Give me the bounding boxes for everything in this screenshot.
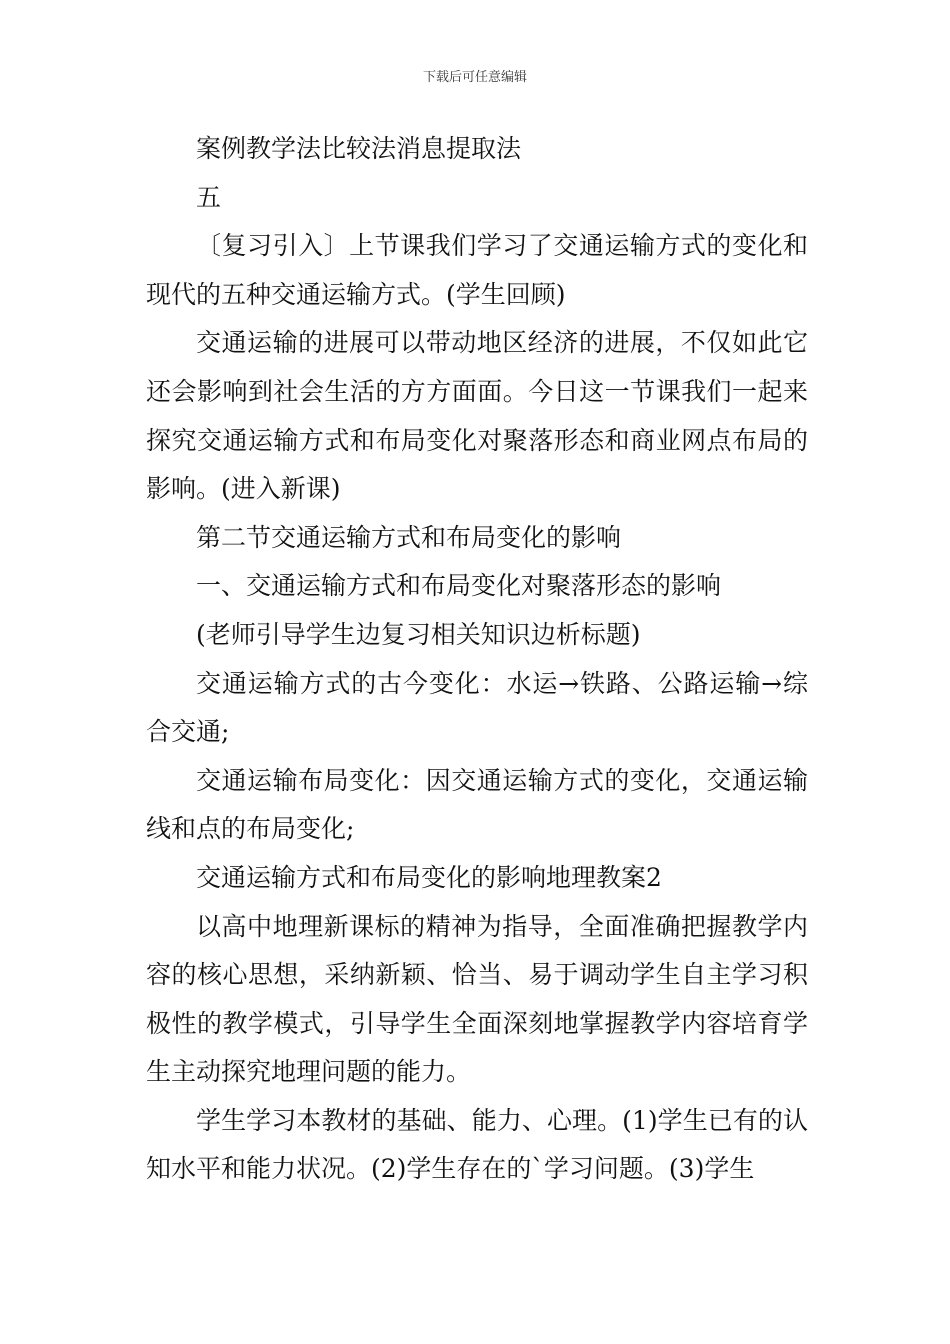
paragraph-teacher-guide: (老师引导学生边复习相关知识边析标题) [196, 619, 641, 649]
document-body [146, 125, 808, 1194]
paragraph-transport-development: 交通运输的进展可以带动地区经济的进展，不仅如此它还会影响到社会生活的方方面面。今日这一节课我们一起来探究交通运输方式和布局变化对聚落形态和商业网点布局的影响。(进入新课) [146, 328, 808, 504]
section-heading: 第二节交通运输方式和布局变化的影响 [196, 522, 622, 552]
lesson-plan-title: 交通运输方式和布局变化的影响地理教案2 [196, 862, 662, 892]
paragraph-mode-changes: 交通运输方式的古今变化：水运→铁路、公路运输→综合交通; [146, 668, 808, 747]
page-header-note: 下载后可任意编辑 [422, 70, 527, 85]
paragraph-curriculum-guidance: 以高中地理新课标的精神为指导，全面准确把握教学内容的核心思想，采纳新颖、恰当、易于调动学生自主学习积极性的教学模式，引导学生全面深刻地掌握教学内容培育学生主动探究地理问题的能力。 [146, 911, 808, 1087]
paragraph-layout-changes: 交通运输布局变化：因交通运输方式的变化，交通运输线和点的布局变化; [146, 765, 808, 844]
paragraph-student-analysis: 学生学习本教材的基础、能力、心理。(1)学生已有的认知水平和能力状况。(2)学生存在的`学习问题。(3)学生 [146, 1105, 808, 1184]
subsection-heading: 一、交通运输方式和布局变化对聚落形态的影响 [196, 571, 722, 601]
paragraph-five: 五 [196, 182, 222, 212]
paragraph-review-intro: 〔复习引入〕上节课我们学习了交通运输方式的变化和现代的五种交通运输方式。(学生回顾) [146, 231, 808, 309]
paragraph-methods: 案例教学法比较法消息提取法 [196, 134, 522, 163]
